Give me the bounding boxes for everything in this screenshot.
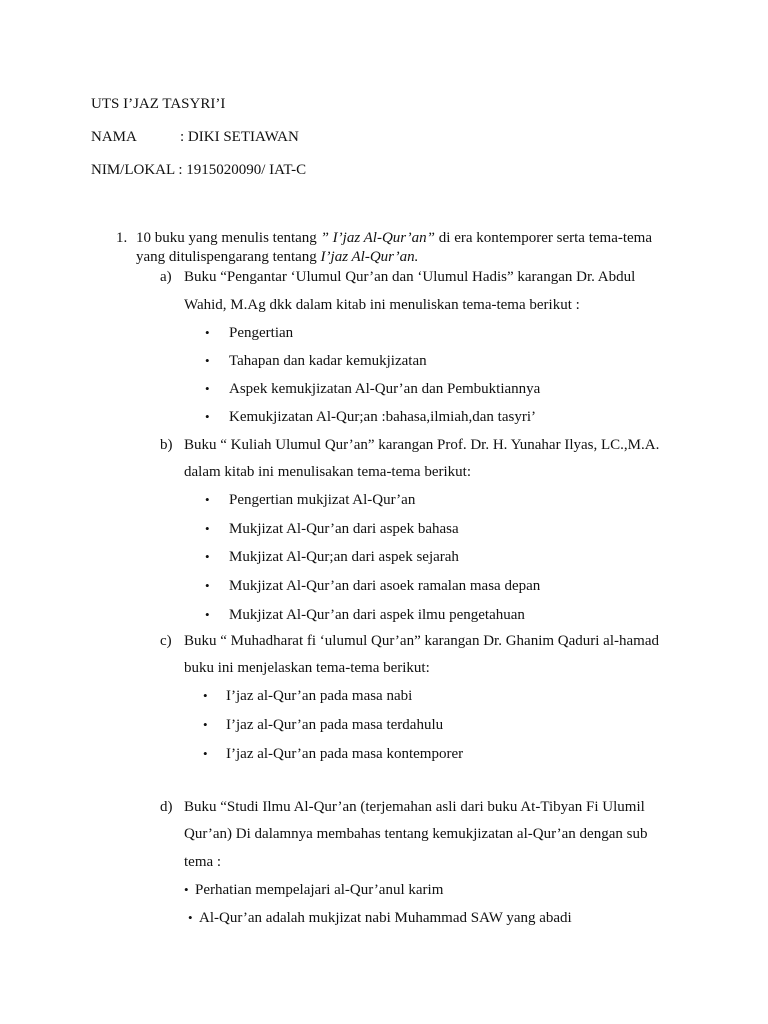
bullet-icon: •	[205, 353, 210, 368]
book-b-line-1: Buku “ Kuliah Ulumul Qur’an” karangan Prof. Dr. H. Yunahar Ilyas, LC.,M.A.	[184, 437, 660, 453]
question-line-2-italic: I’jaz Al-Qur’an.	[320, 249, 419, 265]
book-a-item-4: Kemukjizatan Al-Qur;an :bahasa,ilmiah,dan tasyri’	[229, 409, 536, 425]
book-c-item-1: I’jaz al-Qur’an pada masa nabi	[226, 688, 413, 704]
book-b-item-4: Mukjizat Al-Qur’an dari asoek ramalan masa depan	[229, 578, 541, 594]
book-b-item-2: Mukjizat Al-Qur’an dari aspek bahasa	[229, 521, 459, 537]
bullet-icon: •	[203, 688, 208, 703]
book-c-line-2: buku ini menjelaskan tema-tema berikut:	[184, 660, 430, 676]
book-c-marker: c)	[160, 633, 172, 649]
bullet-icon: •	[205, 521, 210, 536]
bullet-icon: •	[188, 910, 193, 925]
book-c-line-1: Buku “ Muhadharat fi ‘ulumul Qur’an” karangan Dr. Ghanim Qaduri al-hamad	[184, 633, 659, 649]
nama-label: NAMA	[91, 129, 137, 145]
question-line-1	[136, 229, 652, 247]
bullet-icon: •	[184, 882, 189, 897]
book-b-line-2: dalam kitab ini menulisakan tema-tema berikut:	[184, 464, 471, 480]
book-b-item-5: Mukjizat Al-Qur’an dari aspek ilmu pengetahuan	[229, 607, 525, 623]
question-line-2	[136, 248, 418, 266]
book-a-line-1: Buku “Pengantar ‘Ulumul Qur’an dan ‘Ulumul Hadis” karangan Dr. Abdul	[184, 269, 636, 285]
book-d-item-1: Perhatian mempelajari al-Qur’anul karim	[195, 882, 444, 898]
bullet-icon: •	[205, 578, 210, 593]
book-a-marker: a)	[160, 269, 172, 285]
book-d-line-2: Qur’an) Di dalamnya membahas tentang kemukjizatan al-Qur’an dengan sub	[184, 826, 648, 842]
book-b-item-1: Pengertian mukjizat Al-Qur’an	[229, 492, 416, 508]
bullet-icon: •	[205, 492, 210, 507]
book-a-line-2: Wahid, M.Ag dkk dalam kitab ini menuliskan tema-tema berikut :	[184, 297, 580, 313]
question-number: 1.	[116, 230, 128, 246]
book-d-line-3: tema :	[184, 854, 222, 870]
bullet-icon: •	[205, 325, 210, 340]
book-d-item-2: Al-Qur’an adalah mukjizat nabi Muhammad SAW yang abadi	[199, 910, 572, 926]
book-d-line-1: Buku “Studi Ilmu Al-Qur’an (terjemahan asli dari buku At-Tibyan Fi Ulumil	[184, 799, 645, 815]
bullet-icon: •	[203, 717, 208, 732]
bullet-icon: •	[205, 549, 210, 564]
book-c-item-2: I’jaz al-Qur’an pada masa terdahulu	[226, 717, 444, 733]
question-line-1-prefix: 10 buku yang menulis tentang	[136, 230, 321, 246]
question-line-1-italic: ” I’jaz Al-Qur’an”	[320, 230, 436, 246]
book-a-item-1: Pengertian	[229, 325, 294, 341]
nama-value: : DIKI SETIAWAN	[180, 129, 299, 145]
question-line-1-suffix: di era kontemporer serta tema-tema	[435, 230, 653, 246]
book-a-item-2: Tahapan dan kadar kemukjizatan	[229, 353, 427, 369]
book-c-item-3: I’jaz al-Qur’an pada masa kontemporer	[226, 746, 464, 762]
bullet-icon: •	[205, 381, 210, 396]
book-a-item-3: Aspek kemukjizatan Al-Qur’an dan Pembuktiannya	[229, 381, 541, 397]
nim-line: NIM/LOKAL : 1915020090/ IAT-C	[91, 162, 307, 178]
document-title: UTS I’JAZ TASYRI’I	[91, 96, 226, 112]
bullet-icon: •	[205, 409, 210, 424]
book-d-marker: d)	[160, 799, 173, 815]
bullet-icon: •	[203, 746, 208, 761]
book-b-item-3: Mukjizat Al-Qur;an dari aspek sejarah	[229, 549, 459, 565]
question-line-2-prefix: yang ditulispengarang tentang	[136, 249, 321, 265]
book-b-marker: b)	[160, 437, 173, 453]
bullet-icon: •	[205, 607, 210, 622]
